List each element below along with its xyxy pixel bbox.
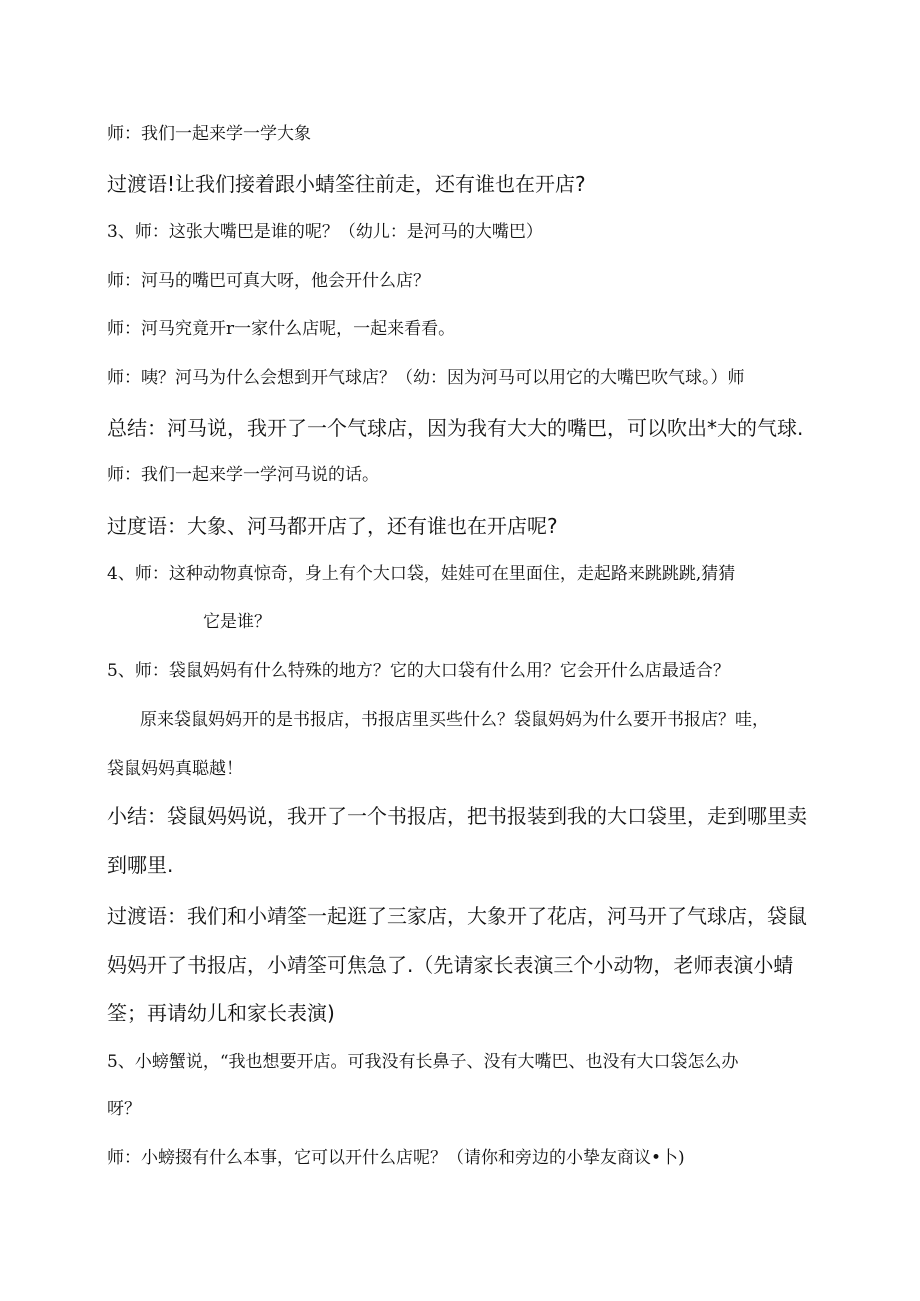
text-line-22: 师：小螃掇有什么本事，它可以开什么店呢？（请你和旁边的小挚友商议•卜) [107, 1148, 685, 1168]
text-line-1: 师：我们一起来学一学大象 [107, 124, 311, 144]
text-line-3: 3、师：这张大嘴巴是谁的呢？（幼儿：是河马的大嘴巴） [107, 222, 543, 242]
text-line-18: 妈妈开了书报店，小靖筌可焦急了.（先请家长表演三个小动物，老师表演小蜻 [107, 953, 794, 977]
text-line-4: 师：河马的嘴巴可真大呀，他会开什么店？ [107, 271, 430, 291]
text-line-8: 师：我们一起来学一学河马说的话。 [107, 465, 379, 485]
text-line-6: 师：咦？河马为什么会想到开气球店？（幼：因为河马可以用它的大嘴巴吹气球。）师 [107, 368, 745, 388]
text-line-15: 小结：袋鼠妈妈说，我开了一个书报店，把书报装到我的大口袋里，走到哪里卖 [107, 804, 807, 828]
text-line-2: 过渡语!让我们接着跟小蜻筌往前走，还有谁也在开店? [107, 172, 586, 196]
text-line-17: 过渡语：我们和小靖筌一起逛了三家店，大象开了花店，河马开了气球店，袋鼠 [107, 904, 807, 928]
text-line-10: 4、师：这种动物真惊奇，身上有个大口袋，娃娃可在里面住，走起路来跳跳跳,猜猜 [107, 564, 736, 584]
text-line-21: 呀？ [107, 1099, 141, 1119]
text-line-5: 师：河马究竟开r一家什么店呢，一起来看看。 [107, 319, 456, 339]
text-line-12: 5、师：袋鼠妈妈有什么特殊的地方？它的大口袋有什么用？它会开什么店最适合？ [107, 661, 730, 681]
text-line-20: 5、小螃蟹说，“我也想要开店。可我没有长鼻子、没有大嘴巴、也没有大口袋怎么办 [107, 1052, 739, 1072]
text-line-14: 袋鼠妈妈真聪越！ [107, 759, 243, 779]
text-line-7: 总结：河马说，我开了一个气球店，因为我有大大的嘴巴，可以吹出*大的气球. [107, 416, 804, 440]
text-line-16: 到哪里. [107, 853, 174, 877]
text-line-11: 它是谁？ [203, 612, 271, 632]
text-line-9: 过度语：大象、河马都开店了，还有谁也在开店呢? [107, 514, 558, 538]
text-line-19: 筌；再请幼儿和家长表演) [107, 1001, 335, 1025]
text-line-13: 原来袋鼠妈妈开的是书报店，书报店里买些什么？袋鼠妈妈为什么要开书报店？哇， [140, 710, 769, 730]
